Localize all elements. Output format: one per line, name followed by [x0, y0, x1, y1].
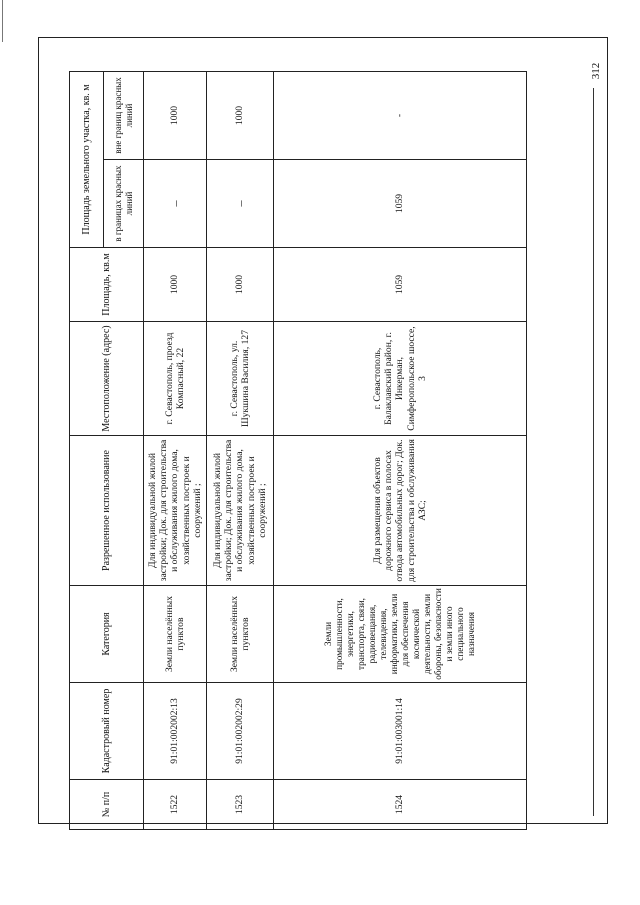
- page-number: 312: [590, 62, 602, 80]
- footer-rule: [593, 88, 594, 816]
- cell-within: 1059: [274, 160, 527, 248]
- cell-location: г. Севастополь, ул. Шукшина Василия, 127: [207, 322, 274, 436]
- header-outside: вне границ красных линий: [104, 72, 144, 160]
- table-row: [274, 72, 527, 830]
- cell-area: 1000: [207, 248, 274, 322]
- land-plots-table: [69, 71, 527, 830]
- header-location: Местоположение (адрес): [70, 322, 144, 436]
- cell-cadastral: 91:01:002002:13: [144, 683, 207, 780]
- cell-location: г. Севастополь, Балаклавский район, г. Инкерман, Симферопольское шоссе, 3: [274, 322, 527, 436]
- header-within: в границах красных линий: [104, 160, 144, 248]
- cell-within: –: [207, 160, 274, 248]
- rotated-content: [69, 72, 535, 830]
- cell-use: Для индивидуальной жилой застройки; Док. для строительства и обслуживания жилого дома, хозяйственных построек и сооружений ;: [207, 436, 274, 586]
- header-plot-area: Площадь земельного участка, кв. м: [70, 72, 104, 248]
- rotated-table-wrapper: [69, 72, 535, 830]
- cell-num: 1523: [207, 780, 274, 830]
- cell-category: Земли населённых пунктов: [207, 586, 274, 683]
- cell-outside: -: [274, 72, 527, 160]
- cell-num: 1524: [274, 780, 527, 830]
- header-category: Категория: [70, 586, 144, 683]
- table-row: [144, 72, 207, 830]
- cell-cadastral: 91:01:002002:29: [207, 683, 274, 780]
- cell-use: Для индивидуальной жилой застройки; Док. для строительства и обслуживания жилого дома, хозяйственных построек и сооружений ;: [144, 436, 207, 586]
- header-use: Разрешенное использование: [70, 436, 144, 586]
- header-area: Площадь, кв.м: [70, 248, 144, 322]
- cell-within: –: [144, 160, 207, 248]
- header-cadastral: Кадастровый номер: [70, 683, 144, 780]
- cell-area: 1000: [144, 248, 207, 322]
- header-num: № п/п: [70, 780, 144, 830]
- cell-use: Для размещения объектов дорожного сервиса в полосах отвода автомобильных дорог; Док. для строительства и обслуживания АЗС;: [274, 436, 527, 586]
- cell-location: г. Севастополь, проезд Компасный, 22: [144, 322, 207, 436]
- cell-outside: 1000: [207, 72, 274, 160]
- scan-edge-mark: [2, 0, 3, 42]
- cell-area: 1059: [274, 248, 527, 322]
- cell-cadastral: 91:01:003001:14: [274, 683, 527, 780]
- cell-category: Земли населённых пунктов: [144, 586, 207, 683]
- cell-outside: 1000: [144, 72, 207, 160]
- cell-num: 1522: [144, 780, 207, 830]
- cell-category: Земли промышленности, энергетики, транспорта, связи, радиовещания, телевидения, информатики, земли для обеспечения космической деятельности, земли обороны, безопасности и земли иного специального назначения: [274, 586, 527, 683]
- table-row: [207, 72, 274, 830]
